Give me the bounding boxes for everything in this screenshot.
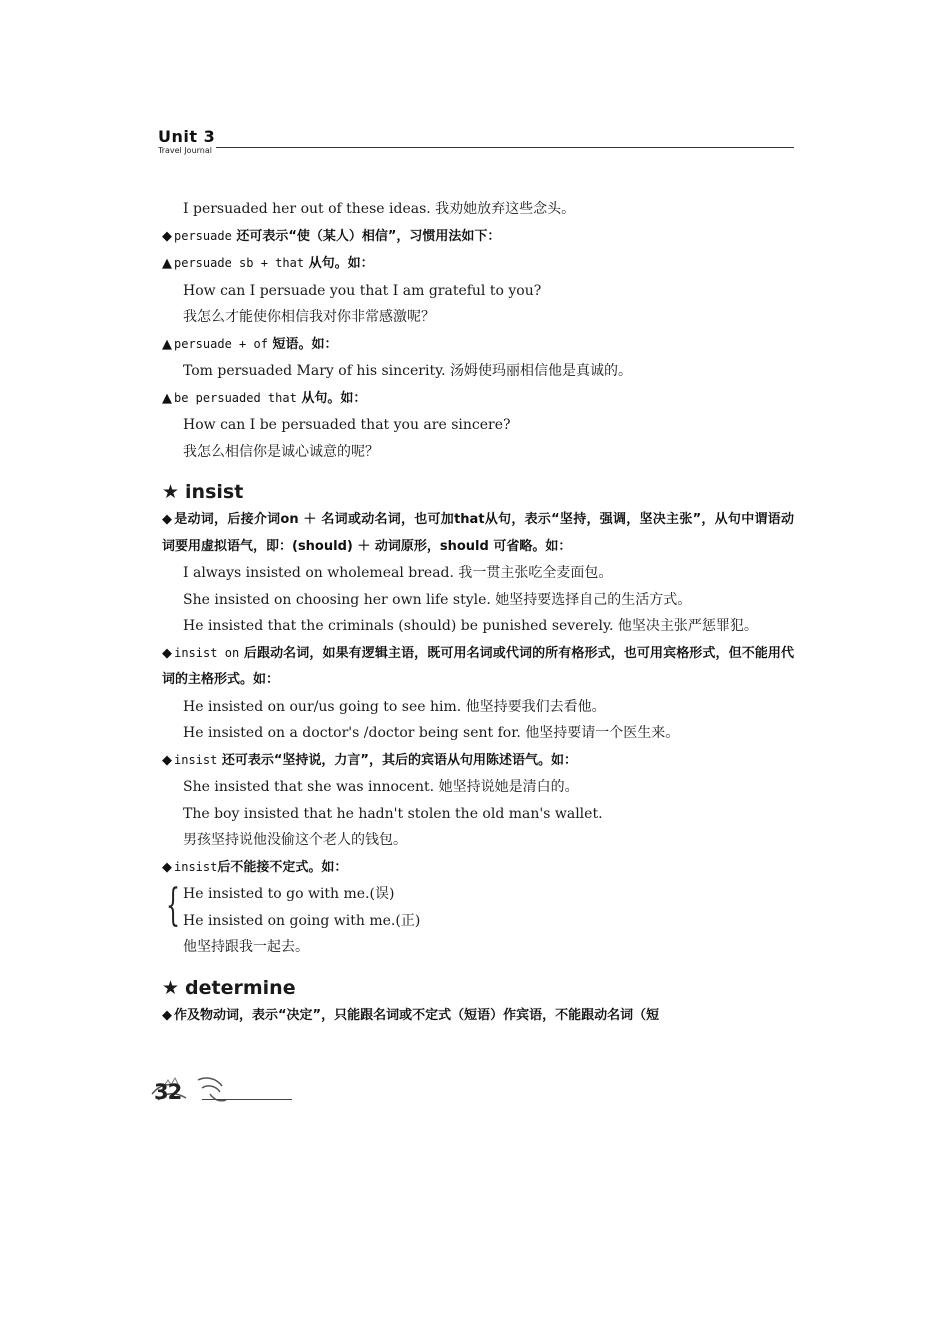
page-content	[162, 196, 794, 1029]
triangle-icon: ▲	[162, 256, 172, 271]
star-icon: ★	[162, 976, 180, 999]
section-heading-insist	[162, 477, 794, 507]
example-sentence: She insisted that she was innocent. 她坚持说她是清白的。	[183, 779, 579, 795]
example-sentence: How can I be persuaded that you are sincere?	[183, 417, 511, 433]
rule-text: 短语。如：	[272, 336, 338, 352]
triangle-icon: ▲	[162, 390, 172, 406]
rule-text: 还可表示“坚持说，力言”，其后的宾语从句用陈述语气。如：	[221, 752, 577, 768]
rule-term: insist on	[174, 645, 240, 660]
rule-text: 是动词，后接介词on ＋ 名词或动名词，也可加that从句，表示“坚持，强调，坚决主张”，从句中谓语动词要用虚拟语气，即：(should) ＋ 动词原形，should 可省略。如：	[162, 512, 794, 554]
example-translation: 我怎么相信你是诚心诚意的呢？	[183, 443, 379, 460]
star-icon: ★	[162, 481, 180, 503]
rule-text: 后跟动名词，如果有逻辑主语，既可用名词或代词的所有格形式，也可用宾格形式，但不能用代词的主格形式。如：	[162, 645, 794, 687]
rule-text: 作及物动词，表示“决定”，只能跟名词或不定式（短语）作宾语，不能跟动名词（短	[174, 1007, 660, 1023]
diamond-icon: ◆	[162, 645, 173, 661]
rule-term: persuade + of	[174, 336, 268, 351]
rule-text: 还可表示“使（某人）相信”，习惯用法如下：	[236, 228, 501, 244]
page-header	[158, 128, 794, 156]
example-translation: 我怎么才能使你相信我对你非常感激呢？	[183, 309, 435, 325]
example-translation: 男孩坚持说他没偷这个老人的钱包。	[183, 832, 407, 848]
section-heading-determine	[162, 973, 794, 1003]
example-sentence: He insisted on a doctor's /doctor being sent for. 他坚持要请一个医生来。	[183, 725, 680, 741]
page-number: 32	[154, 1080, 182, 1104]
rule-term: insist	[174, 752, 218, 767]
page-footer	[150, 1066, 310, 1116]
diamond-icon: ◆	[162, 859, 172, 875]
header-rule	[216, 147, 794, 148]
diamond-icon: ◆	[162, 512, 173, 527]
rule-paragraph	[162, 507, 794, 560]
comparison-group	[162, 881, 794, 934]
example-right: He insisted on going with me.(正)	[183, 912, 421, 929]
diamond-icon: ◆	[162, 752, 172, 768]
footer-rule	[202, 1099, 292, 1100]
example-sentence: He insisted on our/us going to see him. 他坚持要我们去看他。	[183, 698, 606, 715]
subrule-line	[162, 250, 794, 278]
rule-term: persuade sb + that	[174, 256, 305, 270]
diamond-icon: ◆	[162, 228, 172, 244]
unit-subtitle: Travel Journal	[158, 146, 212, 155]
rule-term: persuade	[174, 228, 232, 243]
example-sentence: How can I persuade you that I am grateful to you?	[183, 282, 542, 299]
rule-term: insist	[174, 859, 218, 874]
example-sentence: I always insisted on wholemeal bread. 我一贯主张吃全麦面包。	[183, 565, 613, 581]
subrule-line	[162, 385, 794, 413]
brace-icon: {	[166, 880, 180, 931]
rule-text: 从句。如：	[308, 256, 374, 271]
triangle-icon: ▲	[162, 336, 172, 352]
example-sentence: He insisted that the criminals (should) be punished severely. 他坚决主张严惩罪犯。	[183, 618, 758, 634]
heading-text: insist	[185, 481, 244, 503]
example-wrong: He insisted to go with me.(误)	[183, 886, 395, 902]
rule-line	[162, 854, 794, 882]
rule-term: be persuaded that	[174, 390, 297, 405]
rule-text: 从句。如：	[301, 390, 367, 406]
unit-title: Unit 3	[158, 127, 216, 146]
rule-text: 后不能接不定式。如：	[217, 859, 348, 875]
example-translation: 他坚持跟我一起去。	[183, 939, 309, 955]
example-sentence: I persuaded her out of these ideas. 我劝她放弃这些念头。	[183, 201, 576, 217]
rule-line	[162, 1003, 794, 1030]
rule-line	[162, 223, 794, 251]
example-sentence: The boy insisted that he hadn't stolen the old man's wallet.	[183, 805, 603, 822]
example-sentence: She insisted on choosing her own life style. 她坚持要选择自己的生活方式。	[183, 591, 692, 608]
heading-text: determine	[185, 976, 296, 999]
example-sentence: Tom persuaded Mary of his sincerity. 汤姆使玛丽相信他是真诚的。	[183, 363, 633, 379]
rule-paragraph	[162, 640, 794, 694]
subrule-line	[162, 331, 794, 359]
diamond-icon: ◆	[162, 1007, 172, 1023]
rule-line	[162, 747, 794, 775]
